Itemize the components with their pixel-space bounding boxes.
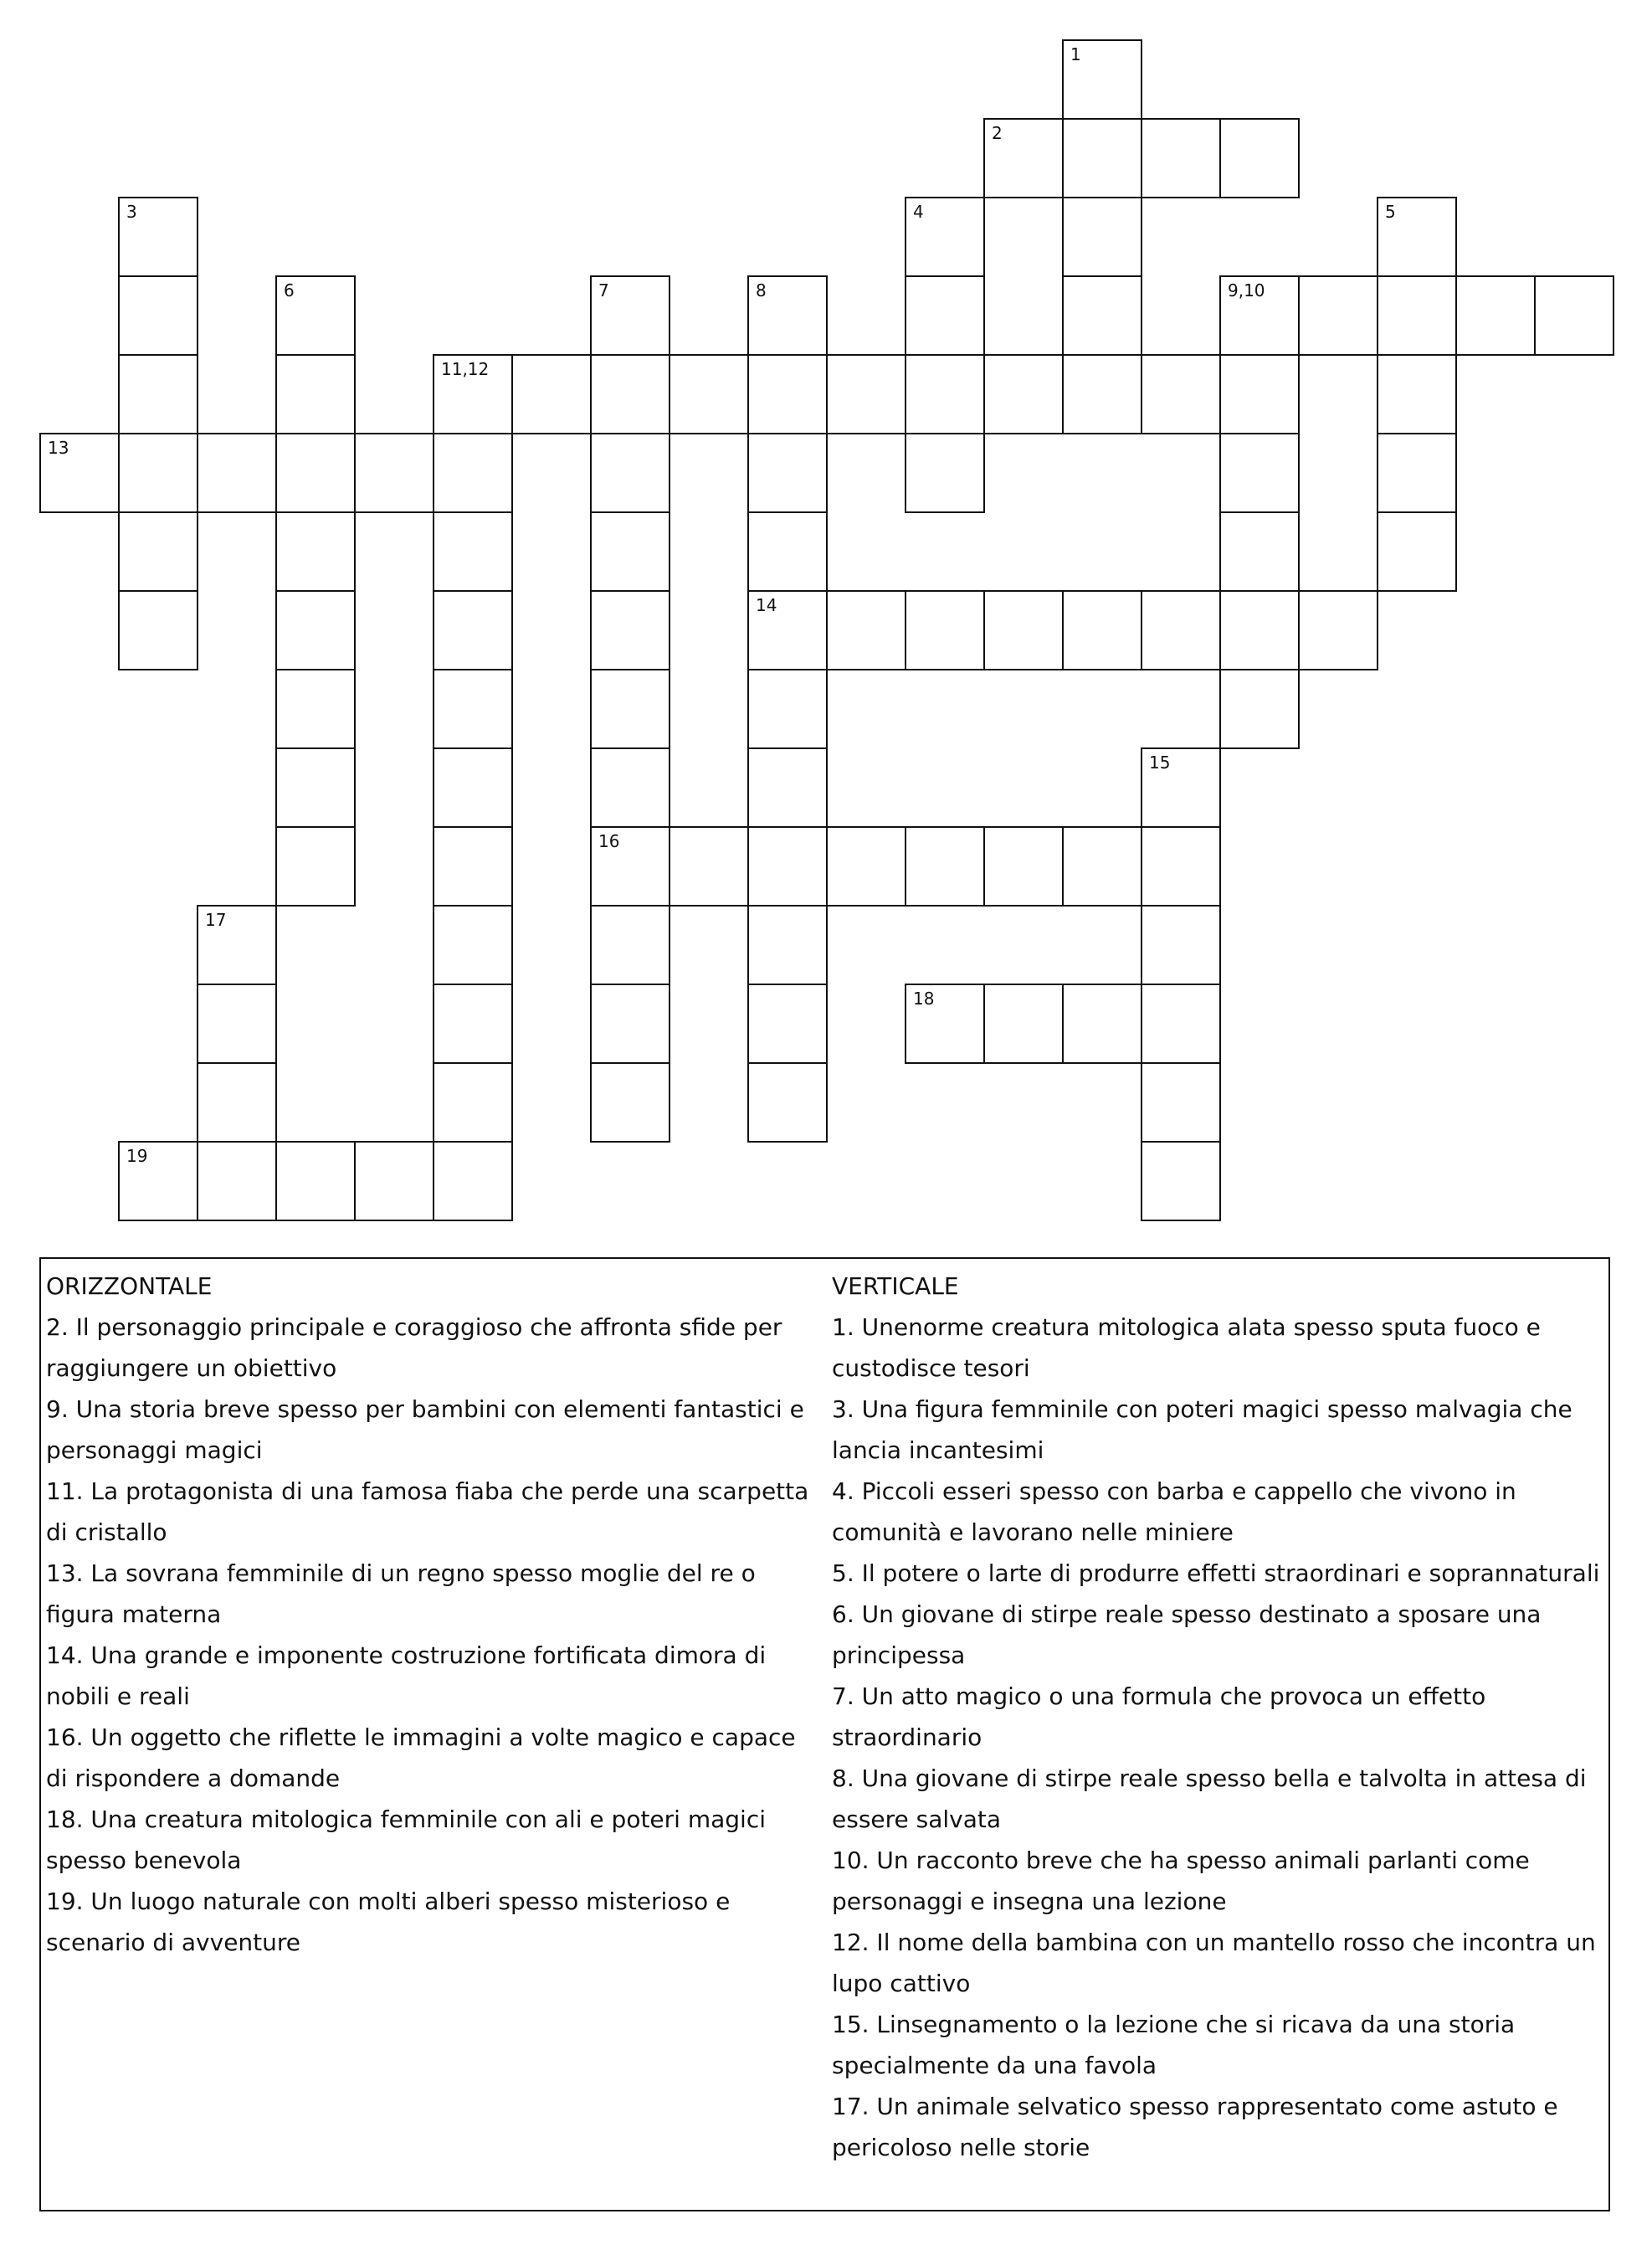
crossword-cell[interactable] xyxy=(826,590,906,670)
clue-number: 3 xyxy=(126,202,137,222)
crossword-cell[interactable] xyxy=(1534,275,1614,356)
crossword-cell[interactable] xyxy=(590,275,670,356)
crossword-cell[interactable] xyxy=(275,433,356,513)
crossword-cell[interactable] xyxy=(433,747,513,828)
crossword-cell[interactable] xyxy=(590,1062,670,1143)
crossword-cell[interactable] xyxy=(1377,511,1457,592)
clues-box xyxy=(39,1257,1610,2211)
crossword-cell[interactable] xyxy=(1062,39,1142,120)
crossword-cell[interactable] xyxy=(275,747,356,828)
crossword-cell[interactable] xyxy=(1141,354,1221,434)
crossword-cell[interactable] xyxy=(590,984,670,1064)
down-clue-6: 6. Un giovane di stirpe reale spesso destinato a sposare una principessa xyxy=(832,1600,1542,1669)
crossword-cell[interactable] xyxy=(118,275,198,356)
crossword-cell[interactable] xyxy=(354,433,434,513)
crossword-cell[interactable] xyxy=(1377,354,1457,434)
down-clue-3: 3. Una figura femminile con poteri magici spesso malvagia che lancia incantesimi xyxy=(832,1395,1572,1464)
crossword-cell[interactable] xyxy=(983,984,1064,1064)
crossword-cell[interactable] xyxy=(118,354,198,434)
clue-number: 8 xyxy=(756,280,767,300)
crossword-cell[interactable] xyxy=(590,433,670,513)
across-clues-column xyxy=(46,1266,824,1963)
crossword-cell[interactable] xyxy=(1141,826,1221,907)
down-clue-10: 10. Un racconto breve che ha spesso animali parlanti come personaggi e insegna una lezione xyxy=(832,1847,1530,1915)
crossword-cell[interactable] xyxy=(197,905,277,985)
across-clue-18: 18. Una creatura mitologica femminile con ali e poteri magici spesso benevola xyxy=(46,1806,767,1874)
crossword-cell[interactable] xyxy=(197,433,277,513)
clue-number: 13 xyxy=(48,438,69,458)
down-clue-7: 7. Un atto magico o una formula che provoca un effetto straordinario xyxy=(832,1682,1486,1751)
crossword-cell[interactable] xyxy=(1219,669,1300,749)
clue-number: 9,10 xyxy=(1228,280,1265,300)
clue-number: 4 xyxy=(913,202,924,222)
crossword-cell[interactable] xyxy=(433,984,513,1064)
crossword-cell[interactable] xyxy=(983,354,1064,434)
crossword-cell[interactable] xyxy=(905,197,985,277)
crossword-cell[interactable] xyxy=(1377,433,1457,513)
crossword-cell[interactable] xyxy=(1141,1141,1221,1221)
down-clue-12: 12. Il nome della bambina con un mantello rosso che incontra un lupo cattivo xyxy=(832,1929,1596,1997)
down-clue-17: 17. Un animale selvatico spesso rappresentato come astuto e pericoloso nelle storie xyxy=(832,2093,1558,2161)
crossword-cell[interactable] xyxy=(275,511,356,592)
crossword-cell[interactable] xyxy=(1062,197,1142,277)
crossword-cell[interactable] xyxy=(354,1141,434,1221)
crossword-cell[interactable] xyxy=(590,826,670,907)
crossword-cell[interactable] xyxy=(747,984,828,1064)
crossword-cell[interactable] xyxy=(1219,590,1300,670)
clue-number: 15 xyxy=(1149,753,1171,773)
crossword-cell[interactable] xyxy=(433,905,513,985)
crossword-cell[interactable] xyxy=(197,1062,277,1143)
crossword-cell[interactable] xyxy=(1062,275,1142,356)
crossword-cell[interactable] xyxy=(433,590,513,670)
crossword-cell[interactable] xyxy=(1298,590,1378,670)
crossword-cell[interactable] xyxy=(590,511,670,592)
crossword-cell[interactable] xyxy=(826,354,906,434)
crossword-cell[interactable] xyxy=(118,433,198,513)
crossword-cell[interactable] xyxy=(1062,590,1142,670)
across-clue-9: 9. Una storia breve spesso per bambini con elementi fantastici e personaggi magici xyxy=(46,1395,804,1464)
clue-number: 6 xyxy=(284,280,295,300)
crossword-cell[interactable] xyxy=(747,905,828,985)
crossword-cell[interactable] xyxy=(433,433,513,513)
crossword-cell[interactable] xyxy=(275,275,356,356)
crossword-cell[interactable] xyxy=(1141,118,1221,198)
clue-number: 19 xyxy=(126,1146,148,1166)
clue-number: 11,12 xyxy=(441,359,490,379)
crossword-cell[interactable] xyxy=(1455,275,1536,356)
crossword-cell[interactable] xyxy=(747,747,828,828)
crossword-cell[interactable] xyxy=(433,1062,513,1143)
down-clue-5: 5. Il potere o larte di produrre effetti straordinari e soprannaturali xyxy=(832,1559,1600,1587)
crossword-cell[interactable] xyxy=(905,826,985,907)
crossword-cell[interactable] xyxy=(1141,905,1221,985)
across-clue-16: 16. Un oggetto che riflette le immagini a volte magico e capace di rispondere a domande xyxy=(46,1723,796,1792)
down-heading: VERTICALE xyxy=(832,1272,959,1300)
across-clue-14: 14. Una grande e imponente costruzione fortificata dimora di nobili e reali xyxy=(46,1641,767,1710)
crossword-cell[interactable] xyxy=(1141,1062,1221,1143)
crossword-cell[interactable] xyxy=(275,1141,356,1221)
crossword-cell[interactable] xyxy=(747,275,828,356)
down-clues-column xyxy=(832,1266,1602,2168)
crossword-cell[interactable] xyxy=(905,354,985,434)
crossword-cell[interactable] xyxy=(39,433,120,513)
crossword-cell[interactable] xyxy=(1219,275,1300,356)
crossword-cell[interactable] xyxy=(1377,275,1457,356)
crossword-cell[interactable] xyxy=(983,118,1064,198)
clue-number: 18 xyxy=(913,989,935,1009)
crossword-cell[interactable] xyxy=(1219,118,1300,198)
crossword-cell[interactable] xyxy=(197,1141,277,1221)
clue-number: 5 xyxy=(1385,202,1396,222)
crossword-cell[interactable] xyxy=(433,1141,513,1221)
crossword-cell[interactable] xyxy=(433,354,513,434)
crossword-cell[interactable] xyxy=(197,984,277,1064)
crossword-cell[interactable] xyxy=(118,511,198,592)
crossword-cell[interactable] xyxy=(1062,118,1142,198)
crossword-cell[interactable] xyxy=(983,826,1064,907)
crossword-cell[interactable] xyxy=(433,511,513,592)
clue-number: 17 xyxy=(205,910,227,930)
crossword-cell[interactable] xyxy=(590,669,670,749)
crossword-cell[interactable] xyxy=(669,826,749,907)
crossword-cell[interactable] xyxy=(747,511,828,592)
crossword-cell[interactable] xyxy=(826,826,906,907)
across-heading: ORIZZONTALE xyxy=(46,1272,213,1300)
crossword-cell[interactable] xyxy=(590,590,670,670)
crossword-cell[interactable] xyxy=(1062,826,1142,907)
crossword-cell[interactable] xyxy=(747,669,828,749)
crossword-cell[interactable] xyxy=(1219,354,1300,434)
clue-number: 7 xyxy=(598,280,609,300)
crossword-cell[interactable] xyxy=(275,354,356,434)
crossword-cell[interactable] xyxy=(590,747,670,828)
crossword-cell[interactable] xyxy=(747,1062,828,1143)
crossword-cell[interactable] xyxy=(275,590,356,670)
crossword-cell[interactable] xyxy=(275,669,356,749)
crossword-cell[interactable] xyxy=(747,826,828,907)
crossword-cell[interactable] xyxy=(118,197,198,277)
down-clue-15: 15. Linsegnamento o la lezione che si ricava da una storia specialmente da una favola xyxy=(832,2011,1516,2079)
clue-number: 2 xyxy=(992,123,1003,143)
crossword-cell[interactable] xyxy=(511,354,592,434)
crossword-cell[interactable] xyxy=(433,669,513,749)
crossword-cell[interactable] xyxy=(1298,275,1378,356)
crossword-cell[interactable] xyxy=(1219,511,1300,592)
down-clue-4: 4. Piccoli esseri spesso con barba e cappello che vivono in comunità e lavorano nelle miniere xyxy=(832,1477,1516,1546)
crossword-cell[interactable] xyxy=(1062,984,1142,1064)
clue-number: 16 xyxy=(598,831,620,851)
crossword-cell[interactable] xyxy=(118,590,198,670)
crossword-cell[interactable] xyxy=(590,354,670,434)
across-clue-2: 2. Il personaggio principale e coraggioso che affronta sfide per raggiungere un obiettivo xyxy=(46,1313,782,1382)
crossword-cell[interactable] xyxy=(590,905,670,985)
crossword-cell[interactable] xyxy=(905,433,985,513)
crossword-cell[interactable] xyxy=(1219,433,1300,513)
crossword-cell[interactable] xyxy=(905,590,985,670)
crossword-cell[interactable] xyxy=(1062,354,1142,434)
crossword-cell[interactable] xyxy=(747,433,828,513)
across-clue-11: 11. La protagonista di una famosa fiaba che perde una scarpetta di cristallo xyxy=(46,1477,809,1546)
crossword-cell[interactable] xyxy=(983,590,1064,670)
clue-number: 1 xyxy=(1070,44,1081,64)
crossword-cell[interactable] xyxy=(747,590,828,670)
crossword-cell[interactable] xyxy=(747,354,828,434)
crossword-cell[interactable] xyxy=(905,275,985,356)
crossword-cell[interactable] xyxy=(433,826,513,907)
across-clue-19: 19. Un luogo naturale con molti alberi spesso misterioso e scenario di avventure xyxy=(46,1888,731,1956)
crossword-cell[interactable] xyxy=(905,984,985,1064)
down-clue-1: 1. Unenorme creatura mitologica alata spesso sputa fuoco e custodisce tesori xyxy=(832,1313,1541,1382)
crossword-cell[interactable] xyxy=(669,354,749,434)
clue-number: 14 xyxy=(756,595,777,615)
crossword-cell[interactable] xyxy=(1141,747,1221,828)
crossword-cell[interactable] xyxy=(1141,984,1221,1064)
crossword-cell[interactable] xyxy=(118,1141,198,1221)
crossword-cell[interactable] xyxy=(275,826,356,907)
across-clue-13: 13. La sovrana femminile di un regno spesso moglie del re o figura materna xyxy=(46,1559,756,1628)
crossword-cell[interactable] xyxy=(1377,197,1457,277)
crossword-cell[interactable] xyxy=(1141,590,1221,670)
down-clue-8: 8. Una giovane di stirpe reale spesso bella e talvolta in attesa di essere salvata xyxy=(832,1764,1587,1833)
